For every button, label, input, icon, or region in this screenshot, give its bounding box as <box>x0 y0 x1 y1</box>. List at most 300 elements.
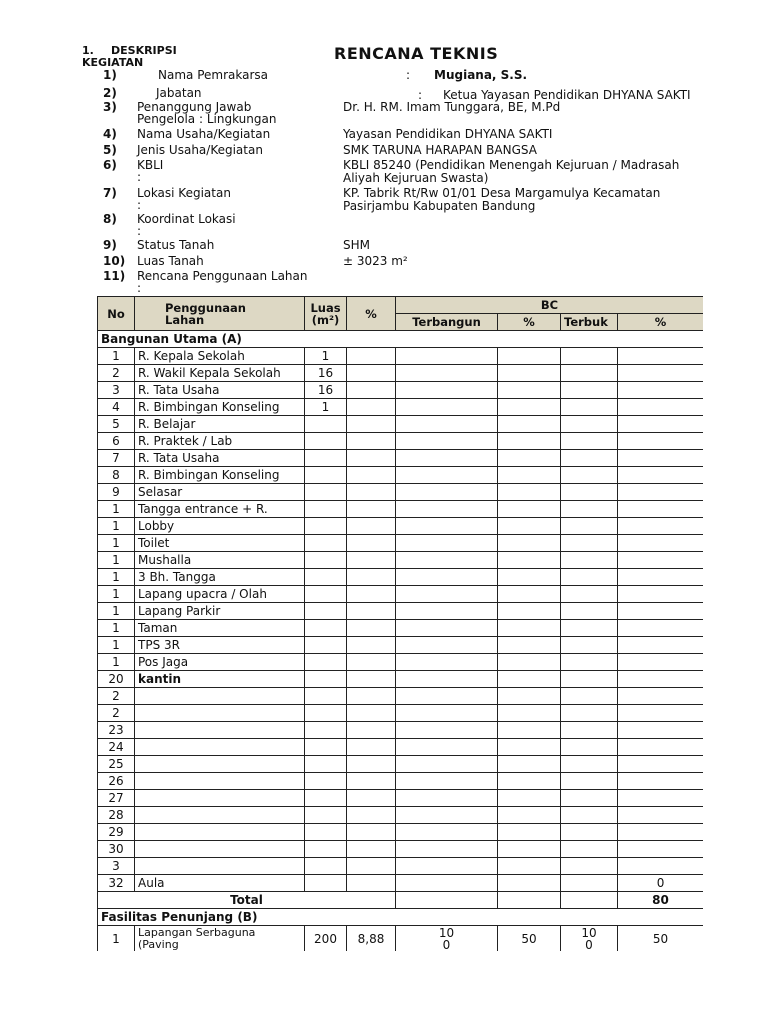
cell-terbangun <box>396 858 498 875</box>
cell-no: 1 <box>98 926 135 952</box>
cell-luas <box>305 416 347 433</box>
section-b-row <box>98 909 704 926</box>
cell-terbangun <box>396 705 498 722</box>
cell-percent <box>347 654 396 671</box>
table-row <box>98 756 704 773</box>
cell-no: 1 <box>98 586 135 603</box>
cell-terbuka <box>561 654 618 671</box>
cell-luas: 16 <box>305 382 347 399</box>
cell-terbuka-percent <box>618 688 704 705</box>
cell-terbangun <box>396 654 498 671</box>
cell-terbangun-percent <box>498 705 561 722</box>
header-use-line2: Lahan <box>165 312 205 327</box>
cell-land-use <box>135 858 305 875</box>
field-value: Mugiana, S.S. <box>434 68 528 82</box>
cell-terbuka <box>561 467 618 484</box>
cell-terbuka-percent <box>618 671 704 688</box>
cell-no: 24 <box>98 739 135 756</box>
cell-terbuka-percent <box>618 484 704 501</box>
cell-luas <box>305 875 347 892</box>
field-value: SMK TARUNA HARAPAN BANGSA <box>343 143 537 157</box>
table-row <box>98 671 704 688</box>
cell-luas: 200 <box>305 926 347 952</box>
cell-terbuka <box>561 756 618 773</box>
field-value: Dr. H. RM. Imam Tunggara, BE, M.Pd <box>343 100 561 114</box>
cell-terbuka <box>561 433 618 450</box>
cell-terbangun <box>396 365 498 382</box>
cell-terbuka <box>561 739 618 756</box>
table-row <box>98 501 704 518</box>
header-use-line1: Penggunaan <box>165 300 246 315</box>
cell-luas <box>305 773 347 790</box>
cell-terbuka-percent <box>618 450 704 467</box>
cell-no: 1 <box>98 620 135 637</box>
field-label: KBLI <box>137 158 164 172</box>
cell-luas <box>305 552 347 569</box>
cell-terbangun <box>396 875 498 892</box>
table-row <box>98 875 704 892</box>
cell-land-use <box>135 807 305 824</box>
cell-terbangun <box>396 433 498 450</box>
cell-land-use: Pos Jaga <box>135 654 305 671</box>
cell-terbuka <box>561 569 618 586</box>
cell-terbuka-percent <box>618 756 704 773</box>
table-row <box>98 807 704 824</box>
cell-no: 1 <box>98 535 135 552</box>
cell-land-use: R. Belajar <box>135 416 305 433</box>
field-value: ± 3023 m² <box>343 254 408 268</box>
cell-land-use-line2: (Paving <box>138 937 179 951</box>
field-label: Koordinat Lokasi <box>137 212 236 226</box>
field-value: SHM <box>343 238 370 252</box>
cell-percent <box>347 705 396 722</box>
cell-luas <box>305 654 347 671</box>
table-row <box>98 688 704 705</box>
section-a-row <box>98 331 704 348</box>
cell-land-use <box>135 688 305 705</box>
cell-percent <box>347 773 396 790</box>
cell-terbangun-line1: 10 <box>438 925 455 940</box>
cell-terbuka-percent <box>618 467 704 484</box>
cell-luas <box>305 637 347 654</box>
cell-terbuka-percent <box>618 552 704 569</box>
cell-percent <box>347 824 396 841</box>
cell-no: 1 <box>98 654 135 671</box>
cell-percent: 8,88 <box>347 926 396 952</box>
cell-percent <box>347 739 396 756</box>
field-label: Penanggung Jawab <box>137 100 252 114</box>
cell-terbangun-percent <box>498 603 561 620</box>
cell-percent <box>347 790 396 807</box>
field-separator: : <box>137 224 142 238</box>
cell-terbangun-percent <box>498 858 561 875</box>
cell-terbangun <box>396 382 498 399</box>
cell-percent <box>347 484 396 501</box>
field-number: 7) <box>103 186 117 200</box>
cell-terbangun-percent <box>498 739 561 756</box>
cell-terbangun-percent <box>498 688 561 705</box>
cell-terbangun <box>396 671 498 688</box>
section-a-row-label: Bangunan Utama (A) <box>98 331 704 348</box>
header-luas-line2: (m²) <box>311 312 340 327</box>
cell-terbangun <box>396 450 498 467</box>
field-separator: : <box>406 68 411 82</box>
cell-terbangun-line2: 0 <box>442 937 451 951</box>
cell-no: 26 <box>98 773 135 790</box>
cell-terbuka-percent <box>618 603 704 620</box>
cell-terbuka-percent <box>618 705 704 722</box>
cell-land-use <box>135 722 305 739</box>
cell-luas <box>305 705 347 722</box>
cell-no: 1 <box>98 501 135 518</box>
cell-no: 20 <box>98 671 135 688</box>
table-row <box>98 926 704 952</box>
cell-land-use: Mushalla <box>135 552 305 569</box>
field-number: 10) <box>103 254 126 268</box>
cell-terbangun <box>396 739 498 756</box>
cell-percent <box>347 807 396 824</box>
cell-land-use <box>135 739 305 756</box>
cell-percent <box>347 569 396 586</box>
table-row <box>98 739 704 756</box>
cell-luas <box>305 501 347 518</box>
cell-terbuka-percent <box>618 654 704 671</box>
table-row <box>98 518 704 535</box>
cell-terbangun <box>396 501 498 518</box>
cell-land-use: Tangga entrance + R. <box>135 501 305 518</box>
field-label: Luas Tanah <box>137 254 204 268</box>
cell-terbuka-percent <box>618 739 704 756</box>
cell-terbangun-percent <box>498 365 561 382</box>
cell-terbuka <box>561 841 618 858</box>
cell-luas <box>305 722 347 739</box>
table-row <box>98 586 704 603</box>
header-terbangun-percent: % <box>498 314 561 331</box>
cell-terbuka-percent <box>618 569 704 586</box>
cell-land-use: kantin <box>135 671 305 688</box>
cell-terbangun <box>396 399 498 416</box>
cell-terbuka <box>561 773 618 790</box>
cell-percent <box>347 518 396 535</box>
cell-terbuka-percent <box>618 824 704 841</box>
cell-terbangun-percent <box>498 824 561 841</box>
cell-terbangun <box>396 722 498 739</box>
cell-land-use: Selasar <box>135 484 305 501</box>
cell-land-use: R. Kepala Sekolah <box>135 348 305 365</box>
cell-terbangun <box>396 552 498 569</box>
field-separator: : <box>137 198 142 212</box>
cell-percent <box>347 365 396 382</box>
cell-percent <box>347 603 396 620</box>
cell-terbuka <box>561 450 618 467</box>
cell-percent <box>347 552 396 569</box>
table-row <box>98 603 704 620</box>
header-percent: % <box>347 297 396 331</box>
cell-luas <box>305 535 347 552</box>
table-row <box>98 433 704 450</box>
table-row <box>98 824 704 841</box>
cell-land-use <box>135 790 305 807</box>
cell-percent <box>347 722 396 739</box>
cell-terbuka-percent <box>618 399 704 416</box>
cell-land-use <box>135 926 305 952</box>
cell-terbangun <box>396 807 498 824</box>
header-no: No <box>98 297 135 331</box>
field-number: 1) <box>103 68 117 82</box>
cell-land-use: R. Praktek / Lab <box>135 433 305 450</box>
cell-terbangun-percent <box>498 382 561 399</box>
cell-luas <box>305 603 347 620</box>
cell-luas <box>305 688 347 705</box>
cell-terbangun <box>396 603 498 620</box>
cell-terbuka-percent <box>618 722 704 739</box>
cell-terbangun-percent <box>498 348 561 365</box>
cell-terbangun <box>396 586 498 603</box>
section-number: 1. <box>82 44 94 57</box>
field-separator: : <box>137 281 142 295</box>
cell-terbangun-percent <box>498 416 561 433</box>
header-terbuka-percent: % <box>618 314 704 331</box>
cell-terbangun-percent <box>498 501 561 518</box>
field-value: Yayasan Pendidikan DHYANA SAKTI <box>343 127 553 141</box>
table-row <box>98 365 704 382</box>
field-separator: : <box>418 88 423 102</box>
cell-terbangun-percent <box>498 654 561 671</box>
section-b-row-label: Fasilitas Penunjang (B) <box>98 909 704 926</box>
cell-terbuka <box>561 518 618 535</box>
total-terbuka-percent: 80 <box>618 892 704 909</box>
cell-percent <box>347 620 396 637</box>
cell-luas <box>305 620 347 637</box>
cell-terbangun-percent <box>498 722 561 739</box>
cell-terbangun <box>396 841 498 858</box>
cell-terbuka <box>561 824 618 841</box>
cell-percent <box>347 467 396 484</box>
cell-luas <box>305 824 347 841</box>
cell-terbangun <box>396 824 498 841</box>
cell-terbangun-percent <box>498 671 561 688</box>
cell-land-use <box>135 773 305 790</box>
field-label: Rencana Penggunaan Lahan <box>137 269 308 283</box>
cell-land-use <box>135 841 305 858</box>
cell-no: 25 <box>98 756 135 773</box>
cell-luas <box>305 518 347 535</box>
cell-terbuka-percent <box>618 637 704 654</box>
cell-luas: 16 <box>305 365 347 382</box>
cell-terbangun-percent <box>498 620 561 637</box>
cell-terbangun <box>396 416 498 433</box>
cell-luas <box>305 467 347 484</box>
table-row <box>98 450 704 467</box>
table-row <box>98 620 704 637</box>
cell-land-use: Lapang Parkir <box>135 603 305 620</box>
field-label: Status Tanah <box>137 238 215 252</box>
cell-luas: 1 <box>305 348 347 365</box>
cell-luas <box>305 569 347 586</box>
cell-luas <box>305 756 347 773</box>
table-row <box>98 722 704 739</box>
cell-no: 4 <box>98 399 135 416</box>
cell-terbangun-percent <box>498 399 561 416</box>
cell-percent <box>347 399 396 416</box>
table-row <box>98 841 704 858</box>
cell-terbuka <box>561 365 618 382</box>
cell-terbuka <box>561 586 618 603</box>
field-value: KP. Tabrik Rt/Rw 01/01 Desa Margamulya Kecamatan <box>343 186 661 200</box>
field-number: 6) <box>103 158 117 172</box>
table-row <box>98 382 704 399</box>
cell-land-use <box>135 705 305 722</box>
cell-percent <box>347 382 396 399</box>
cell-terbuka-percent <box>618 790 704 807</box>
cell-luas <box>305 450 347 467</box>
cell-land-use: Toilet <box>135 535 305 552</box>
cell-terbangun <box>396 518 498 535</box>
total-row <box>98 892 704 909</box>
cell-percent <box>347 450 396 467</box>
cell-land-use: R. Bimbingan Konseling <box>135 467 305 484</box>
cell-terbangun <box>396 637 498 654</box>
cell-terbangun-percent: 50 <box>498 926 561 952</box>
cell-terbangun <box>396 756 498 773</box>
cell-terbuka <box>561 348 618 365</box>
cell-percent <box>347 348 396 365</box>
cell-terbuka-percent <box>618 807 704 824</box>
cell-no: 7 <box>98 450 135 467</box>
cell-no: 6 <box>98 433 135 450</box>
cell-terbangun-percent <box>498 637 561 654</box>
cell-terbuka-percent <box>618 858 704 875</box>
cell-terbangun <box>396 348 498 365</box>
cell-percent <box>347 688 396 705</box>
section-heading-line1: DESKRIPSI <box>111 44 177 57</box>
cell-terbuka-percent <box>618 535 704 552</box>
cell-no: 1 <box>98 552 135 569</box>
cell-luas <box>305 484 347 501</box>
table-row <box>98 399 704 416</box>
field-label: Lokasi Kegiatan <box>137 186 231 200</box>
cell-terbuka <box>561 501 618 518</box>
cell-terbangun <box>396 467 498 484</box>
cell-no: 9 <box>98 484 135 501</box>
cell-terbuka-percent <box>618 620 704 637</box>
cell-terbuka-percent <box>618 365 704 382</box>
cell-terbuka <box>561 382 618 399</box>
cell-terbuka-line1: 10 <box>581 925 597 940</box>
cell-land-use: R. Wakil Kepala Sekolah <box>135 365 305 382</box>
cell-luas <box>305 433 347 450</box>
cell-no: 29 <box>98 824 135 841</box>
cell-no: 1 <box>98 518 135 535</box>
cell-terbangun-percent <box>498 535 561 552</box>
cell-terbuka-percent <box>618 382 704 399</box>
field-value: KBLI 85240 (Pendidikan Menengah Kejuruan / Madrasah <box>343 158 680 172</box>
table-row <box>98 790 704 807</box>
cell-terbuka <box>561 722 618 739</box>
cell-terbuka-percent <box>618 586 704 603</box>
field-label-line2: Pengelola : Lingkungan <box>137 112 277 126</box>
field-value-line2: Aliyah Kejuruan Swasta) <box>343 171 489 185</box>
field-label: Jabatan <box>156 86 202 100</box>
cell-terbangun-percent <box>498 586 561 603</box>
cell-percent <box>347 841 396 858</box>
cell-terbuka-percent <box>618 416 704 433</box>
cell-terbangun-percent <box>498 875 561 892</box>
cell-land-use-line1: Lapangan Serbaguna <box>138 925 256 939</box>
cell-terbuka-percent <box>618 501 704 518</box>
cell-no: 3 <box>98 858 135 875</box>
cell-luas <box>305 586 347 603</box>
cell-land-use <box>135 756 305 773</box>
field-number: 5) <box>103 143 117 157</box>
cell-luas <box>305 807 347 824</box>
cell-no: 27 <box>98 790 135 807</box>
cell-terbuka-line2: 0 <box>585 937 593 951</box>
cell-percent <box>347 858 396 875</box>
cell-terbangun-percent <box>498 790 561 807</box>
cell-percent <box>347 586 396 603</box>
cell-percent <box>347 501 396 518</box>
cell-no: 5 <box>98 416 135 433</box>
cell-terbangun-percent <box>498 773 561 790</box>
cell-land-use: R. Tata Usaha <box>135 450 305 467</box>
cell-percent <box>347 756 396 773</box>
cell-terbuka <box>561 926 618 952</box>
cell-no: 30 <box>98 841 135 858</box>
cell-luas <box>305 841 347 858</box>
cell-terbangun <box>396 569 498 586</box>
cell-land-use: TPS 3R <box>135 637 305 654</box>
cell-terbuka-percent <box>618 518 704 535</box>
cell-no: 2 <box>98 705 135 722</box>
field-number: 9) <box>103 238 117 252</box>
header-luas-line1: Luas <box>310 300 341 315</box>
cell-land-use: R. Bimbingan Konseling <box>135 399 305 416</box>
field-number: 3) <box>103 100 117 114</box>
cell-land-use: R. Tata Usaha <box>135 382 305 399</box>
total-empty-cell <box>498 892 561 909</box>
field-number: 8) <box>103 212 117 226</box>
cell-percent <box>347 671 396 688</box>
table-row <box>98 535 704 552</box>
table-row <box>98 637 704 654</box>
cell-terbangun <box>396 535 498 552</box>
field-label: Nama Pemrakarsa <box>158 68 268 82</box>
table-row <box>98 858 704 875</box>
cell-terbangun <box>396 484 498 501</box>
table-row <box>98 654 704 671</box>
cell-terbangun-percent <box>498 569 561 586</box>
cell-land-use: Lobby <box>135 518 305 535</box>
cell-no: 1 <box>98 637 135 654</box>
field-number: 2) <box>103 86 117 100</box>
cell-terbuka-percent: 0 <box>618 875 704 892</box>
cell-terbuka <box>561 858 618 875</box>
field-label: Jenis Usaha/Kegiatan <box>137 143 263 157</box>
cell-terbangun-percent <box>498 756 561 773</box>
cell-terbangun <box>396 926 498 952</box>
header-terbuka: Terbuk <box>561 314 618 331</box>
total-empty-cell <box>561 892 618 909</box>
table-row <box>98 569 704 586</box>
cell-no: 8 <box>98 467 135 484</box>
cell-land-use: Aula <box>135 875 305 892</box>
cell-terbuka-percent: 50 <box>618 926 704 952</box>
cell-no: 1 <box>98 348 135 365</box>
cell-no: 2 <box>98 688 135 705</box>
field-label: Nama Usaha/Kegiatan <box>137 127 271 141</box>
cell-terbuka <box>561 688 618 705</box>
